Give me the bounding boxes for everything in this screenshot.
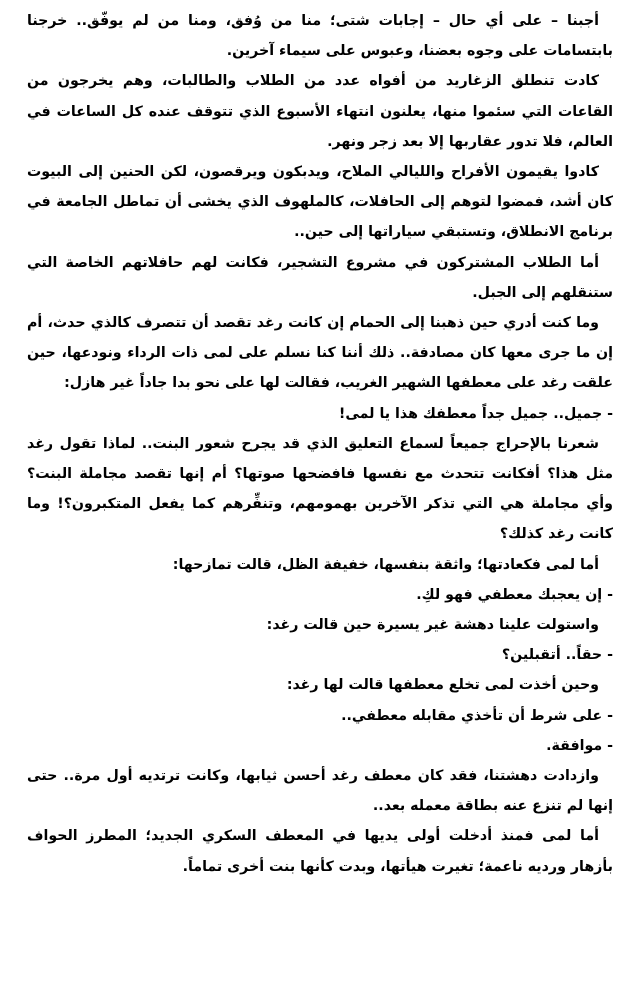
paragraph: وما كنت أدري حين ذهبنا إلى الحمام إن كانت رغد تقصد أن تتصرف كالذي حدث، أم إن ما جرى معها كان مصادفة.. ذلك أننا كنا نسلم على لمى ذات الرداء ونودعها، حين علقت رغد على معطفها الشهير الغريب، فقالت لها على نحو بدا جاداً غير هازل: <box>27 315 613 392</box>
paragraph: كادت تنطلق الزغاريد من أفواه عدد من الطلاب والطالبات، وهم يخرجون من القاعات التي سئموا منها، يعلنون انتهاء الأسبوع الذي تتوقف عنده كل الساعات في العالم، فلا تدور عقاربها إلا بعد زجر ونهر. <box>27 73 613 150</box>
dialogue-line: - جميل.. جميل جداً معطفك هذا يا لمى! <box>338 405 613 422</box>
paragraph: كادوا يقيمون الأفراح والليالي الملاح، ويدبكون ويرقصون، لكن الحنين إلى البيوت كان أشد، فمضوا لتوهم إلى الحافلات، كالملهوف الذي يخشى أن تماطل الجامعة في برنامج الانطلاق، وتستبقي سياراتها إلى حين.. <box>27 164 613 241</box>
dialogue-line: - إن يعجبك معطفي فهو لكِ. <box>416 586 613 603</box>
paragraph: واستولت علينا دهشة غير يسيرة حين قالت رغد: <box>266 617 599 634</box>
paragraph: شعرنا بالإحراج جميعاً لسماع التعليق الذي قد يجرح شعور البنت.. لماذا تقول رغد مثل هذا؟ أفكانت تتحدث مع نفسها فافضحها صوتها؟ أم إنها تقصد مجاملة البنت؟ وأي مجاملة هي التي تذكر الآخرين بهمومهم، وتنفِّرهم كما يفعل المتكبرون؟! وما كانت رغد كذلك؟ <box>27 435 613 543</box>
paragraph: أجبنا – على أي حال – إجابات شتى؛ منا من وُفق، ومنا من لم يوفّق.. خرجنا بابتسامات على وجوه بعضنا، وعبوس على سيماء آخرين. <box>27 13 613 60</box>
paragraph: أما لمى فكعادتها؛ واثقة بنفسها، خفيفة الظل، قالت تمازحها: <box>172 556 599 573</box>
paragraph: وحين أخذت لمى تخلع معطفها قالت لها رغد: <box>286 677 599 694</box>
dialogue-line: - موافقة. <box>546 737 613 754</box>
dialogue-line: - حقاً.. أتقبلين؟ <box>501 647 613 664</box>
dialogue-line: - على شرط أن تأخذي مقابله معطفي.. <box>341 707 613 724</box>
paragraph: وازدادت دهشتنا، فقد كان معطف رغد أحسن ثيابها، وكانت ترتديه أول مرة.. حتى إنها لم تنزع عنه بطاقة معمله بعد.. <box>27 768 613 815</box>
paragraph: أما لمى فمنذ أدخلت أولى يديها في المعطف السكري الجديد؛ المطرز الحواف بأزهار ورديه ناعمة؛ تغيرت هيأتها، وبدت كأنها بنت أخرى تماماً. <box>27 828 613 875</box>
paragraph: أما الطلاب المشتركون في مشروع التشجير، فكانت لهم حافلاتهم الخاصة التي ستنقلهم إلى الجبل. <box>27 254 613 301</box>
